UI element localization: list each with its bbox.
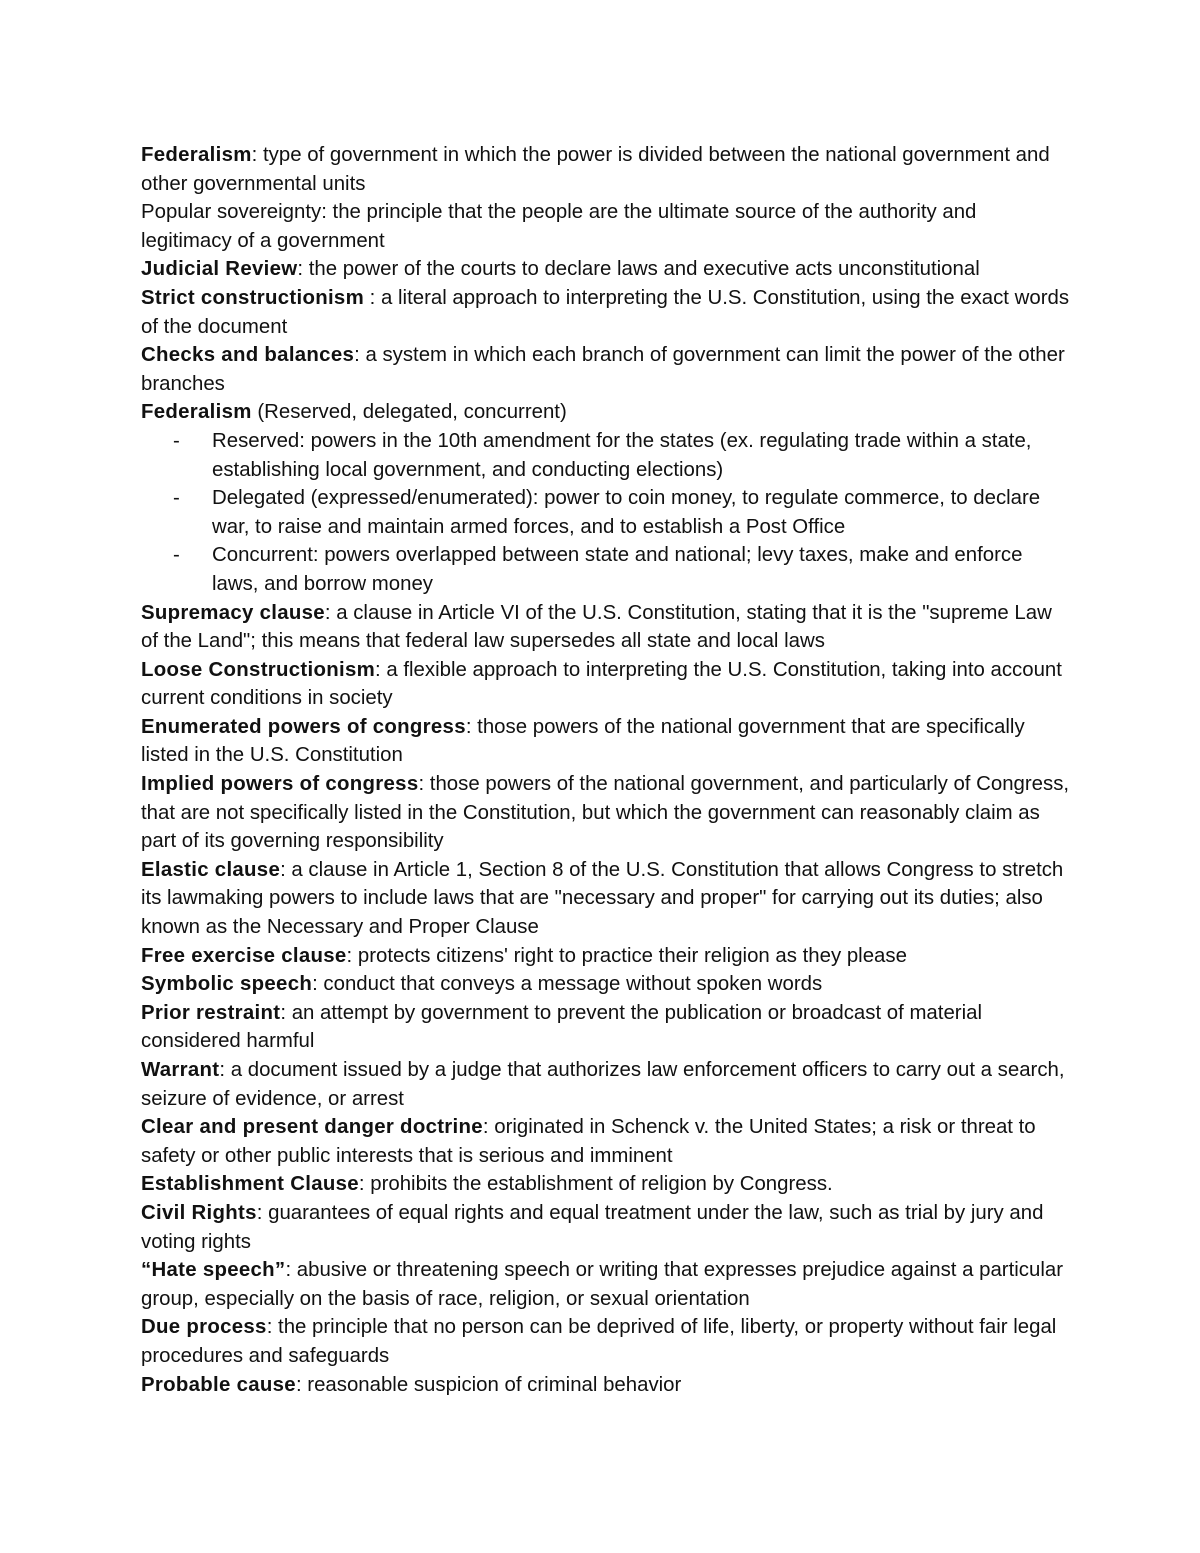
term: Symbolic speech — [141, 973, 313, 996]
term: Strict constructionism — [141, 286, 365, 309]
definition-text: those powers of the national government that are specifically listed in the U.S. Constitution — [141, 715, 1025, 767]
separator: : — [312, 973, 318, 996]
definition-hate-speech — [141, 1256, 1071, 1313]
definition-probable-cause — [141, 1371, 1071, 1400]
definition-elastic-clause — [141, 856, 1071, 942]
definition-implied-powers — [141, 770, 1071, 856]
separator: : — [358, 1173, 365, 1196]
definition-text: protects citizens' right to practice their religion as they please — [352, 944, 907, 967]
dash-bullet: - — [173, 544, 180, 567]
definition-text: a system in which each branch of government can limit the power of the other branches — [141, 344, 1065, 395]
definition-federalism — [141, 141, 1071, 198]
term: Enumerated powers of congress — [141, 715, 466, 738]
definition-text: a clause in Article VI of the U.S. Constitution, stating that it is the "supreme Law of the Land"; this means that federal law supersedes all state and local laws — [141, 601, 1052, 653]
separator: : — [251, 144, 258, 166]
definition-warrant — [141, 1056, 1071, 1113]
term: Free exercise clause — [141, 944, 347, 967]
term: Checks and balances — [141, 344, 355, 367]
dash-bullet: - — [173, 429, 180, 452]
term: Federalism — [141, 144, 252, 166]
definition-text: reasonable suspicion of criminal behavior — [301, 1373, 682, 1396]
definition-text: guarantees of equal rights and equal treatment under the law, such as trial by jury and voting rights — [141, 1201, 1044, 1253]
term: Probable cause — [141, 1373, 296, 1396]
definition-strict-constructionism — [141, 284, 1071, 341]
definition-text: (Reserved, delegated, concurrent) — [251, 401, 567, 424]
separator: : — [465, 715, 472, 738]
definition-text: type of government in which the power is divided between the national government and other governmental units — [141, 144, 1050, 195]
term: “Hate speech” — [141, 1259, 286, 1282]
definition-establishment-clause — [141, 1170, 1071, 1199]
definition-prior-restraint — [141, 999, 1071, 1056]
separator: : — [324, 601, 331, 624]
definition-text: abusive or threatening speech or writing that expresses prejudice against a particular group, especially on the basis of race, religion, or sexual orientation — [141, 1259, 1063, 1310]
separator: : — [266, 1316, 273, 1339]
definition-text: the power of the courts to declare laws and executive acts unconstitutional — [303, 258, 980, 281]
definition-text: Popular sovereignty: the principle that the people are the ultimate source of the authority and legitimacy of a government — [141, 201, 977, 252]
definition-text: a flexible approach to interpreting the U.S. Constitution, taking into account current conditions in society — [141, 658, 1062, 710]
definition-civil-rights — [141, 1199, 1071, 1256]
definition-judicial-review — [141, 255, 1071, 284]
dash-bullet: - — [173, 487, 180, 510]
definition-text: an attempt by government to prevent the publication or broadcast of material considered harmful — [141, 1001, 982, 1053]
definition-supremacy-clause — [141, 599, 1071, 656]
separator: : — [375, 658, 381, 681]
definition-text: a document issued by a judge that authorizes law enforcement officers to carry out a search, seizure of evidence, or arrest — [141, 1059, 1065, 1110]
term: Clear and present danger doctrine — [141, 1116, 483, 1139]
definition-popular-sovereignty — [141, 198, 1071, 255]
definition-due-process — [141, 1313, 1071, 1370]
definition-clear-and-present-danger — [141, 1113, 1071, 1170]
separator: : — [280, 1001, 287, 1024]
list-item-text: Reserved: powers in the 10th amendment for the states (ex. regulating trade within a state, establishing local government, and conducting elections) — [212, 429, 1032, 481]
separator: : — [295, 1373, 302, 1396]
separator: : — [354, 344, 360, 367]
definition-text: a literal approach to interpreting the U.S. Constitution, using the exact words of the document — [141, 286, 1070, 338]
term: Elastic clause — [141, 858, 281, 881]
federalism-types-list — [141, 427, 1071, 599]
term: Prior restraint — [141, 1001, 281, 1024]
heading-federalism-types — [141, 398, 1071, 427]
list-item-text: Concurrent: powers overlapped between state and national; levy taxes, make and enforce laws, and borrow money — [212, 544, 1023, 595]
definition-loose-constructionism — [141, 656, 1071, 713]
definition-free-exercise-clause — [141, 942, 1071, 971]
definition-enumerated-powers — [141, 713, 1071, 770]
separator: : — [346, 944, 353, 967]
definition-checks-and-balances — [141, 341, 1071, 398]
definition-text: the principle that no person can be deprived of life, liberty, or property without fair legal procedures and safeguards — [141, 1316, 1057, 1367]
list-item-text: Delegated (expressed/enumerated): power to coin money, to regulate commerce, to declare war, to raise and maintain armed forces, and to establish a Post Office — [212, 487, 1041, 538]
separator: : — [256, 1201, 263, 1224]
separator: : — [285, 1259, 292, 1282]
term: Supremacy clause — [141, 601, 325, 624]
definition-text: those powers of the national government, and particularly of Congress, that are not specifically listed in the Constitution, but which the government can reasonably claim as part of its governing responsibility — [141, 773, 1070, 853]
separator: : — [364, 286, 376, 309]
term: Judicial Review — [141, 258, 298, 281]
separator: : — [482, 1116, 489, 1139]
definition-symbolic-speech — [141, 970, 1071, 999]
list-item-concurrent — [141, 541, 1071, 598]
term: Due process — [141, 1316, 267, 1339]
separator: : — [297, 258, 304, 281]
term: Loose Constructionism — [141, 658, 376, 681]
term: Establishment Clause — [141, 1173, 359, 1196]
term: Implied powers of congress — [141, 773, 419, 796]
definition-text: originated in Schenck v. the United States; a risk or threat to safety or other public interests that is serious and imminent — [141, 1116, 1036, 1167]
separator: : — [418, 773, 425, 796]
term: Federalism — [141, 401, 252, 424]
separator: : — [219, 1059, 226, 1081]
list-item-reserved — [141, 427, 1071, 484]
list-item-delegated — [141, 484, 1071, 541]
definition-text: a clause in Article 1, Section 8 of the U.S. Constitution that allows Congress to stretch its lawmaking powers to include laws that are "necessary and proper" for carrying out its duties; also known as the Necessary and Proper Clause — [141, 858, 1064, 939]
term: Warrant — [141, 1059, 220, 1081]
term: Civil Rights — [141, 1201, 257, 1224]
document-page — [141, 141, 1071, 1399]
definition-text: conduct that conveys a message without spoken words — [317, 973, 823, 996]
separator: : — [280, 858, 286, 881]
definition-text: prohibits the establishment of religion by Congress. — [364, 1173, 833, 1196]
